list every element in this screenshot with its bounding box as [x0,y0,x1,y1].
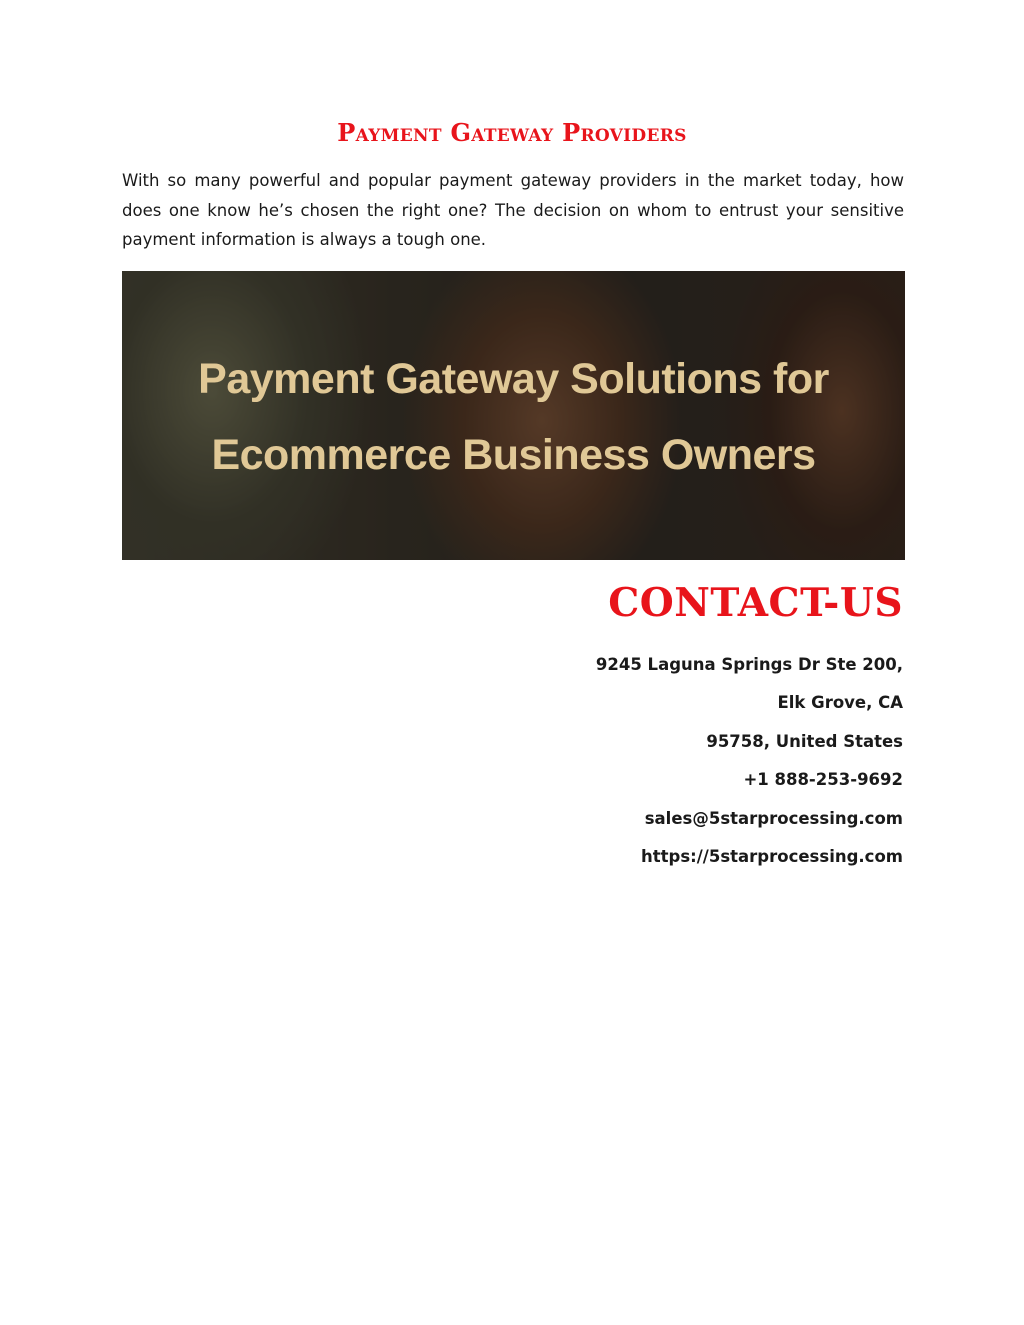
email-link[interactable]: sales@5starprocessing.com [644,808,903,828]
intro-paragraph: With so many powerful and popular payment gateway providers in the market today, how does one know he’s chosen the right one? The decision on whom to entrust your sensitive payment information is always a tough one. [122,171,904,249]
banner-line-2: Ecommerce Business Owners [211,431,816,479]
banner-line-1: Payment Gateway Solutions for [198,355,829,403]
phone-number [403,769,903,807]
banner-caption [122,341,905,493]
contact-details [403,654,903,884]
phone-link[interactable]: +1 888-253-9692 [743,770,903,790]
page-title: Payment Gateway Providers [337,118,687,147]
website-url [403,846,903,884]
address-line-3: 95758, United States [706,731,903,751]
address-line-1: 9245 Laguna Springs Dr Ste 200, [595,655,903,674]
website-link[interactable]: https://5starprocessing.com [641,846,903,866]
address-line-2: Elk Grove, CA [777,693,903,713]
contact-heading: CONTACT-US [608,580,903,626]
banner-image [122,271,905,560]
email-address [403,808,903,846]
